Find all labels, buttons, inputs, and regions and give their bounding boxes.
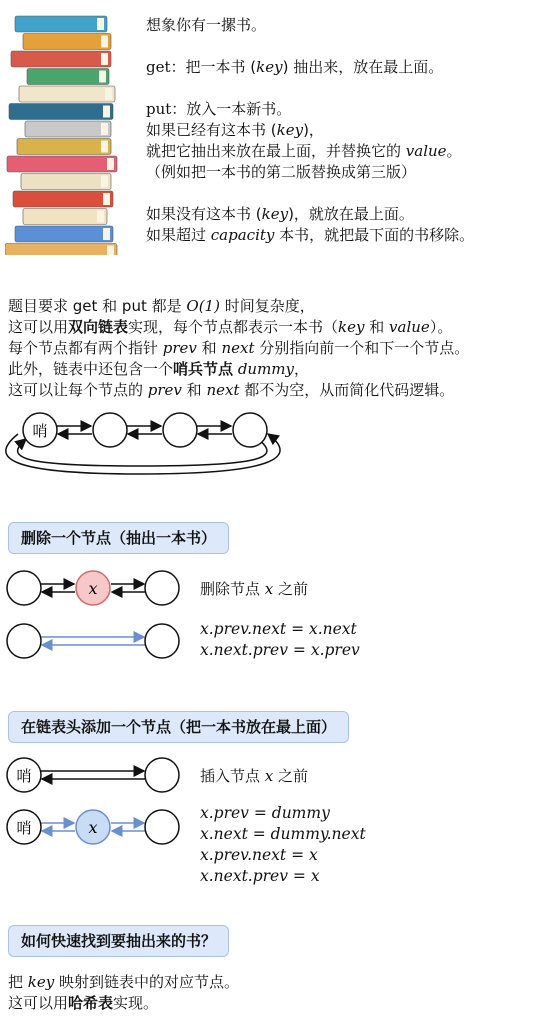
next-node [145, 624, 179, 658]
book-pages-1 [97, 18, 104, 30]
explain-line-2: 这可以用双向链表实现，每个节点都表示一本书（key 和 value）。 [8, 318, 453, 336]
intro-line-5: 如果没有这本书 (key)，就放在最上面。 [146, 205, 414, 223]
list-node-3 [233, 413, 267, 447]
book-pages-7 [101, 123, 108, 135]
book-pages-5 [105, 88, 112, 100]
explain-line-3: 每个节点都有两个指针 prev 和 next 分别指向前一个和下一个节点。 [8, 339, 470, 357]
book-pages-12 [97, 211, 104, 223]
explain-line-5: 这可以让每个节点的 prev 和 next 都不为空，从而简化代码逻辑。 [8, 381, 455, 399]
book-5 [19, 86, 115, 102]
intro-get-line: get：把一本书 (key) 抽出来，放在最上面。 [146, 58, 444, 76]
book-6 [9, 104, 113, 120]
delete-after-diagram [0, 619, 190, 663]
intro-line-1: 想象你有一摞书。 [146, 16, 267, 34]
svg-text:x: x [88, 579, 98, 598]
book-stack-illustration [5, 10, 140, 255]
explain-line-4: 此外，链表中还包含一个哨兵节点 dummy， [8, 360, 310, 378]
book-14 [5, 244, 117, 256]
insert-equation-2: x.next = dummy.next [200, 825, 366, 843]
book-8 [17, 139, 111, 155]
insert-before-diagram [0, 753, 190, 797]
book-pages-10 [101, 176, 108, 188]
book-2 [23, 34, 111, 50]
first-node [145, 810, 179, 844]
book-3 [11, 51, 111, 67]
prev-node [7, 571, 41, 605]
insert-equation-4: x.next.prev = x [200, 867, 320, 885]
delete-before-diagram [0, 566, 190, 610]
find-line-1: 把 key 映射到链表中的对应节点。 [8, 973, 240, 991]
first-node [145, 758, 179, 792]
book-10 [21, 174, 111, 190]
section-header-insert: 在链表头添加一个节点（把一本书放在最上面） [8, 711, 349, 743]
book-11 [13, 191, 113, 207]
intro-put-line-2: 如果已经有这本书 (key)， [146, 121, 324, 139]
svg-text:哨: 哨 [16, 819, 32, 837]
book-pages-8 [101, 141, 108, 153]
insert-equation-1: x.prev = dummy [200, 804, 330, 822]
list-node-1 [93, 413, 127, 447]
delete-equation-1: x.prev.next = x.next [200, 620, 357, 638]
book-13 [15, 226, 113, 242]
list-node-2 [163, 413, 197, 447]
book-pages-9 [107, 158, 114, 170]
intro-line-6: 如果超过 capacity 本书，就把最下面的书移除。 [146, 226, 475, 244]
book-1 [15, 16, 107, 32]
svg-text:x: x [88, 818, 98, 837]
book-pages-3 [101, 53, 108, 65]
book-7 [25, 121, 111, 137]
insert-before-caption: 插入节点 x 之前 [200, 767, 309, 785]
prev-node [7, 624, 41, 658]
delete-before-caption: 删除节点 x 之前 [200, 580, 309, 598]
intro-put-line-4: （例如把一本书的第二版替换成第三版） [146, 163, 417, 181]
book-4 [27, 69, 109, 85]
book-9 [7, 156, 117, 172]
next-node [145, 571, 179, 605]
intro-put-line-3: 就把它抽出来放在最上面，并替换它的 value。 [146, 142, 462, 160]
section-header-delete: 删除一个节点（抽出一本书） [8, 522, 229, 554]
insert-after-diagram [0, 805, 190, 849]
sentinel-node-label: 哨 [32, 422, 48, 440]
book-pages-13 [103, 228, 110, 240]
book-pages-6 [103, 106, 110, 118]
insert-equation-3: x.prev.next = x [200, 846, 318, 864]
book-pages-4 [99, 71, 106, 83]
find-line-2: 这可以用哈希表实现。 [8, 994, 159, 1012]
delete-equation-2: x.next.prev = x.prev [200, 641, 360, 659]
book-12 [23, 209, 107, 225]
svg-text:哨: 哨 [16, 767, 32, 785]
book-pages-14 [107, 246, 114, 256]
circular-linked-list-diagram [0, 408, 300, 478]
section-header-find: 如何快速找到要抽出来的书？ [8, 925, 229, 957]
intro-put-line: put：放入一本新书。 [146, 100, 292, 118]
book-pages-11 [103, 193, 110, 205]
explain-line-1: 题目要求 get 和 put 都是 O(1) 时间复杂度， [8, 297, 315, 315]
wrap-around-link-inner [18, 439, 267, 466]
book-pages-2 [101, 36, 108, 48]
